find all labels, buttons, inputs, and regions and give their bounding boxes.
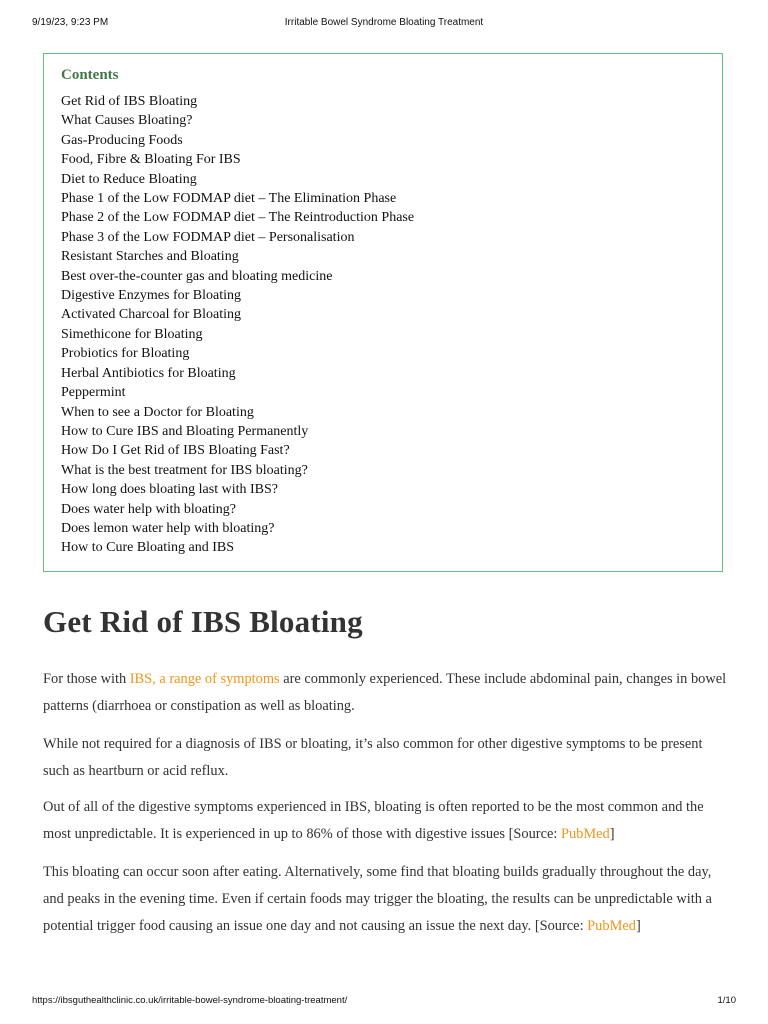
paragraph-text: ] bbox=[635, 918, 641, 934]
print-date: 9/19/23, 9:23 PM bbox=[32, 17, 109, 28]
toc-link[interactable]: Digestive Enzymes for Bloating bbox=[61, 288, 242, 304]
toc-link[interactable]: Simethicone for Bloating bbox=[61, 326, 203, 342]
toc-item[interactable] bbox=[61, 480, 414, 499]
toc-item[interactable] bbox=[61, 247, 414, 266]
toc-link[interactable]: How to Cure IBS and Bloating Permanently bbox=[61, 423, 309, 439]
ibs-symptoms-link[interactable]: IBS, a range of symptoms bbox=[129, 671, 280, 687]
toc-item[interactable] bbox=[61, 228, 414, 247]
toc-link[interactable]: Herbal Antibiotics for Bloating bbox=[61, 365, 236, 381]
toc-link[interactable]: How long does bloating last with IBS? bbox=[61, 482, 278, 498]
toc-item[interactable] bbox=[61, 150, 414, 169]
toc-link[interactable]: Phase 1 of the Low FODMAP diet – The Elimination Phase bbox=[61, 191, 397, 207]
toc-item[interactable] bbox=[61, 92, 414, 111]
toc-heading: Contents bbox=[61, 67, 119, 83]
paragraph-text: For those with bbox=[43, 671, 130, 687]
toc-link[interactable]: Does lemon water help with bloating? bbox=[61, 520, 275, 536]
toc-item[interactable] bbox=[61, 305, 414, 324]
toc-link[interactable]: What Causes Bloating? bbox=[61, 113, 193, 129]
toc-link[interactable]: Does water help with bloating? bbox=[61, 501, 236, 517]
toc-link[interactable]: Best over-the-counter gas and bloating medicine bbox=[61, 268, 333, 284]
toc-item[interactable] bbox=[61, 286, 414, 305]
toc-item[interactable] bbox=[61, 131, 414, 150]
toc-item[interactable] bbox=[61, 461, 414, 480]
toc-link[interactable]: Phase 2 of the Low FODMAP diet – The Reintroduction Phase bbox=[61, 210, 415, 226]
toc-item[interactable] bbox=[61, 364, 414, 383]
toc-item[interactable] bbox=[61, 111, 414, 130]
toc-link[interactable]: When to see a Doctor for Bloating bbox=[61, 404, 254, 420]
toc-link[interactable]: Activated Charcoal for Bloating bbox=[61, 307, 241, 323]
page-url: https://ibsguthealthclinic.co.uk/irritable-bowel-syndrome-bloating-treatment/ bbox=[32, 995, 348, 1006]
toc-item[interactable] bbox=[61, 519, 414, 538]
toc-item[interactable] bbox=[61, 189, 414, 208]
toc-item[interactable] bbox=[61, 441, 414, 460]
toc-link[interactable]: Peppermint bbox=[61, 385, 126, 401]
toc-item[interactable] bbox=[61, 170, 414, 189]
paragraph-text: This bloating can occur soon after eating. Alternatively, some find that bloating builds gradually throughout the day, and peaks in the evening time. Even if certain foods may trigger the bloating, the results can be unpredictable with a potential trigger food causing an issue one day and not causing an issue the next day. [Source: bbox=[43, 864, 712, 934]
toc-link[interactable]: Phase 3 of the Low FODMAP diet – Personalisation bbox=[61, 229, 355, 245]
toc-link[interactable]: Resistant Starches and Bloating bbox=[61, 249, 239, 265]
article-paragraph-2: While not required for a diagnosis of IBS or bloating, it’s also common for other digestive symptoms to be present such as heartburn or acid reflux. bbox=[43, 736, 703, 779]
toc-item[interactable] bbox=[61, 325, 414, 344]
toc-item[interactable] bbox=[61, 538, 414, 557]
paragraph-text: Out of all of the digestive symptoms experienced in IBS, bloating is often reported to be the most common and the most unpredictable. It is experienced in up to 86% of those with digestive issues [Source: bbox=[43, 799, 704, 842]
pubmed-link[interactable]: PubMed bbox=[587, 918, 636, 934]
pubmed-link[interactable]: PubMed bbox=[560, 826, 610, 842]
toc-link[interactable]: What is the best treatment for IBS bloating? bbox=[61, 462, 308, 478]
toc-list bbox=[61, 92, 414, 558]
toc-link[interactable]: Probiotics for Bloating bbox=[61, 346, 190, 362]
page-number: 1/10 bbox=[717, 995, 736, 1006]
toc-link[interactable]: Get Rid of IBS Bloating bbox=[61, 94, 198, 109]
toc-item[interactable] bbox=[61, 403, 414, 422]
article-paragraph-4 bbox=[43, 859, 728, 940]
toc-link[interactable]: Diet to Reduce Bloating bbox=[61, 171, 197, 187]
article-paragraph-1 bbox=[43, 666, 728, 720]
toc-item[interactable] bbox=[61, 208, 414, 227]
toc-item[interactable] bbox=[61, 422, 414, 441]
toc-item[interactable] bbox=[61, 500, 414, 519]
toc-link[interactable]: How to Cure Bloating and IBS bbox=[61, 540, 235, 556]
toc-item[interactable] bbox=[61, 383, 414, 402]
print-header bbox=[32, 17, 736, 31]
table-of-contents bbox=[43, 53, 723, 572]
article-heading: Get Rid of IBS Bloating bbox=[43, 604, 363, 639]
paragraph-text: are commonly experienced. These include abdominal pain, changes in bowel patterns (diarrhoea or constipation as well as bloating. bbox=[43, 671, 727, 714]
print-title: Irritable Bowel Syndrome Bloating Treatment bbox=[284, 17, 484, 28]
paragraph-text: ] bbox=[609, 826, 615, 842]
toc-item[interactable] bbox=[61, 267, 414, 286]
toc-link[interactable]: Food, Fibre & Bloating For IBS bbox=[61, 152, 241, 168]
print-footer bbox=[32, 995, 736, 1009]
article-paragraph-3 bbox=[43, 794, 728, 848]
toc-item[interactable] bbox=[61, 344, 414, 363]
toc-link[interactable]: How Do I Get Rid of IBS Bloating Fast? bbox=[61, 443, 290, 459]
toc-link[interactable]: Gas-Producing Foods bbox=[61, 132, 183, 148]
